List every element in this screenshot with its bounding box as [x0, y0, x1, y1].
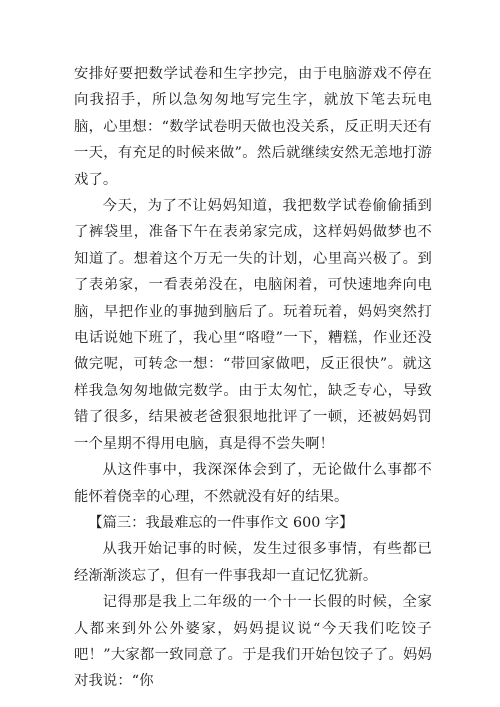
document-page	[74, 61, 432, 695]
section-paragraph-2: 记得那是我上二年级的一个十一长假的时候，全家人都来到外公外婆家，妈妈提议说“今天我们吃饺子吧！”大家都一致同意了。于是我们开始包饺子了。妈妈对我说：“你	[74, 594, 432, 690]
section-heading: 【篇三：我最难忘的一件事作文 600 字】	[88, 514, 354, 531]
body-paragraph-2: 今天，为了不让妈妈知道，我把数学试卷偷偷插到了裤袋里，准备下午在表弟家完成，这样妈妈做梦也不知道了。想着这个万无一失的计划，心里高兴极了。到了表弟家，一看表弟没在，电脑闲着，可快速地奔向电脑，早把作业的事抛到脑后了。玩着玩着，妈妈突然打电话说她下班了，我心里“咯噔”一下，糟糕，作业还没做完呢，可转念一想：“带回家做吧，反正很快”。就这样我急匆匆地做完数学。由于太匆忙，缺乏专心，导致错了很多，结果被老爸狠狠地批评了一顿，还被妈妈罚一个星期不得用电脑，真是得不尝失啊！	[74, 198, 432, 452]
body-paragraph-1: 安排好要把数学试卷和生字抄完，由于电脑游戏不停在向我招手，所以急匆匆地写完生字，就放下笔去玩电脑，心里想：“数学试卷明天做也没关系，反正明天还有一天，有充足的时候来做”。然后就继续安然无恙地打游戏了。	[74, 66, 432, 188]
body-paragraph-3: 从这件事中，我深深体会到了，无论做什么事都不能怀着侥幸的心理，不然就没有好的结果。	[74, 462, 432, 505]
section-paragraph-1: 从我开始记事的时候，发生过很多事情，有些都已经渐渐淡忘了，但有一件事我却一直记忆犹新。	[74, 541, 432, 584]
